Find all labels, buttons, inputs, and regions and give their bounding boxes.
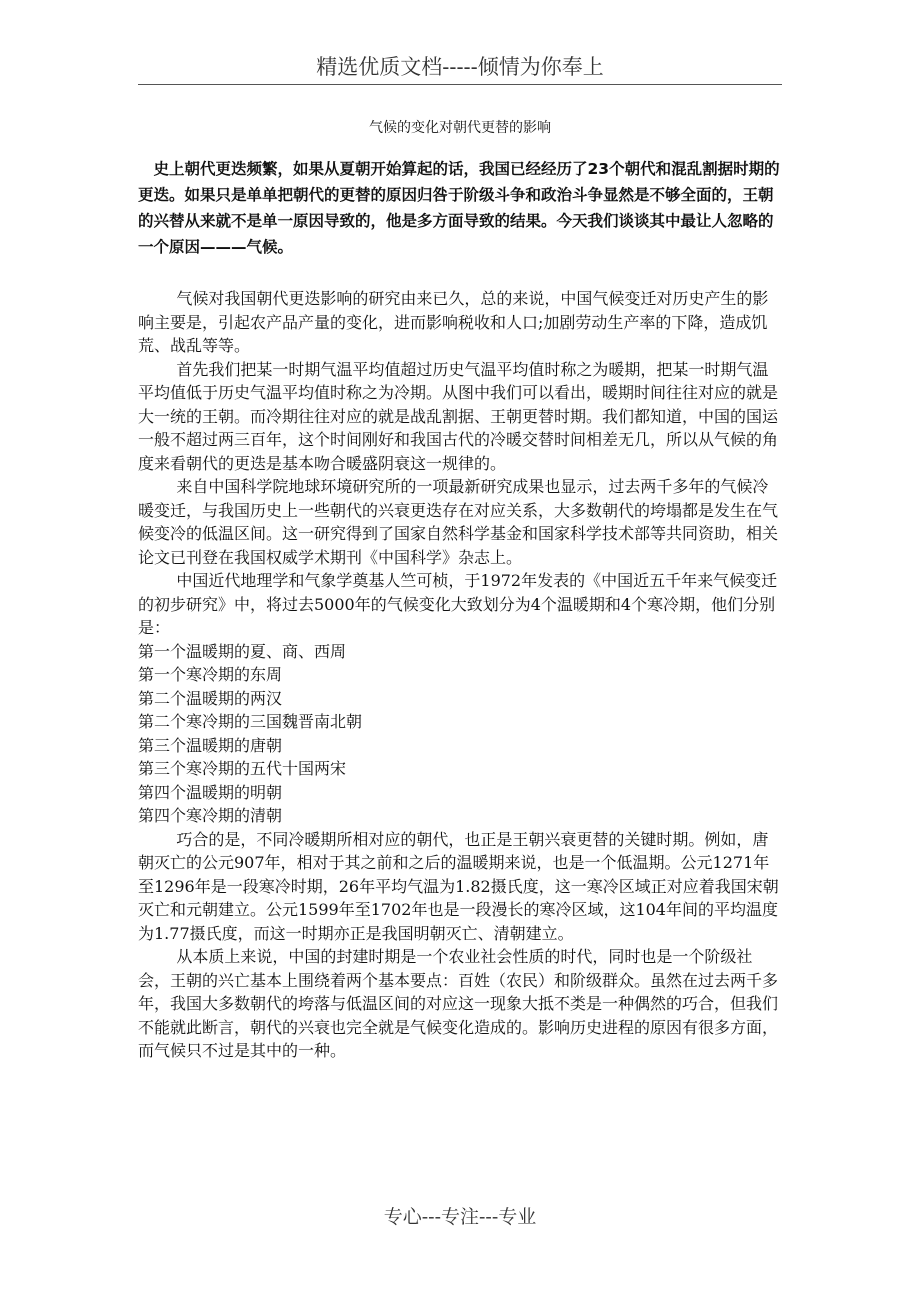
body-paragraph: 气候对我国朝代更迭影响的研究由来已久，总的来说，中国气候变迁对历史产生的影响主要是，引起农产品产量的变化，进而影响税收和人口;加剧劳动生产率的下降，造成饥荒、战乱等等。 — [138, 289, 769, 355]
body-paragraph: 中国近代地理学和气象学奠基人竺可桢，于1972年发表的《中国近五千年来气候变迁的初步研究》中，将过去5000年的气候变化大致划分为4个温暖期和4个寒冷期，他们分别是： — [138, 571, 778, 637]
period-list-item: 第三个寒冷期的五代十国两宋 — [138, 759, 347, 778]
page-footer: 专心---专注---专业 — [383, 1206, 537, 1228]
intro-paragraph: 史上朝代更迭频繁，如果从夏朝开始算起的话，我国已经经历了23个朝代和混乱割据时期的更迭。如果只是单单把朝代的更替的原因归咎于阶级斗争和政治斗争显然是不够全面的，王朝的兴替从来就不是单一原因导致的，他是多方面导致的结果。今天我们谈谈其中最让人忽略的一个原因———气候。 — [138, 160, 780, 256]
period-list-item: 第一个寒冷期的东周 — [138, 665, 283, 684]
document-body — [138, 287, 782, 1063]
period-list-item: 第二个温暖期的两汉 — [138, 688, 283, 708]
document-title: 气候的变化对朝代更替的影响 — [369, 120, 551, 136]
period-list-item: 第四个温暖期的明朝 — [138, 782, 283, 802]
body-paragraph: 从本质上来说，中国的封建时期是一个农业社会性质的时代，同时也是一个阶级社会，王朝的兴亡基本上围绕着两个基本要点：百姓（农民）和阶级群众。虽然在过去两千多年，我国大多数朝代的垮落与低温区间的对应这一现象大抵不类是一种偶然的巧合，但我们不能就此断言，朝代的兴衰也完全就是气候变化造成的。影响历史进程的原因有很多方面，而气候只不过是其中的一种。 — [138, 947, 779, 1060]
body-paragraph: 巧合的是，不同冷暖期所相对应的朝代，也正是王朝兴衰更替的关键时期。例如，唐朝灭亡的公元907年，相对于其之前和之后的温暖期来说，也是一个低温期。公元1271年至1296年是一段寒冷时期，26年平均气温为1.82摄氏度，这一寒冷区域正对应着我国宋朝灭亡和元朝建立。公元1599年至1702年也是一段漫长的寒冷区域，这104年间的平均温度为1.77摄氏度，而这一时期亦正是我国明朝灭亡、清朝建立。 — [138, 829, 779, 943]
header-divider — [138, 84, 782, 85]
body-paragraph: 来自中国科学院地球环境研究所的一项最新研究成果也显示，过去两千多年的气候冷暖变迁，与我国历史上一些朝代的兴衰更迭存在对应关系，大多数朝代的垮塌都是发生在气候变冷的低温区间。这一研究得到了国家自然科学基金和国家科学技术部等共同资助，相关论文已刊登在我国权威学术期刊《中国科学》杂志上。 — [138, 477, 779, 567]
period-list-item: 第三个温暖期的唐朝 — [138, 735, 283, 755]
page-header: 精选优质文档-----倾情为你奉上 — [316, 55, 604, 79]
period-list-item: 第二个寒冷期的三国魏晋南北朝 — [138, 712, 363, 731]
body-paragraph: 首先我们把某一时期气温平均值超过历史气温平均值时称之为暖期，把某一时期气温平均值低于历史气温平均值时称之为冷期。从图中我们可以看出，暖期时间往往对应的就是大一统的王朝。而冷期往往对应的就是战乱割据、王朝更替时期。我们都知道，中国的国运一般不超过两三百年，这个时间刚好和我国古代的冷暖交替时间相差无几，所以从气候的角度来看朝代的更迭是基本吻合暖盛阴衰这一规律的。 — [138, 359, 779, 473]
period-list-item: 第一个温暖期的夏、商、西周 — [138, 641, 347, 661]
period-list-item: 第四个寒冷期的清朝 — [138, 806, 283, 825]
